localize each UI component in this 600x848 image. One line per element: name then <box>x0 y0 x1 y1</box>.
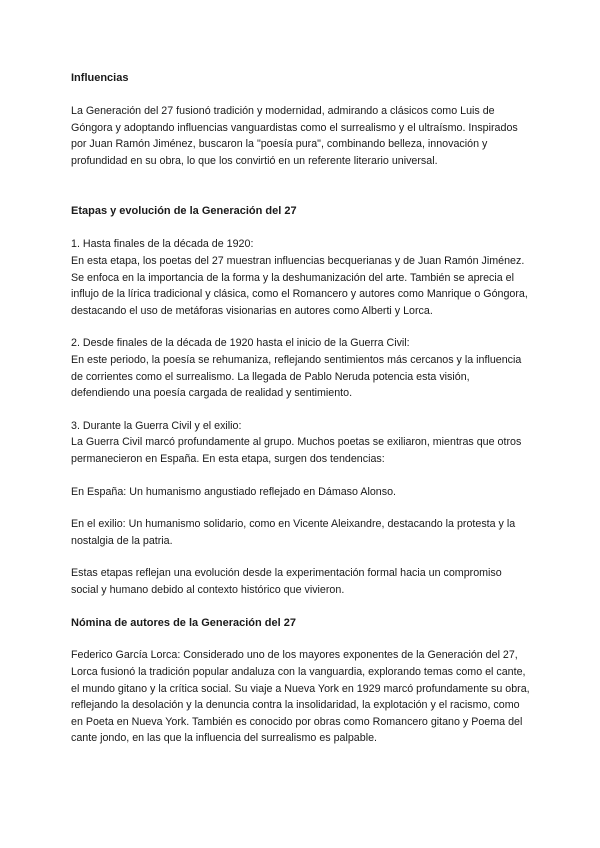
lorca-paragraph: Federico García Lorca: Considerado uno de los mayores exponentes de la Generación del 27, Lorca fusionó la tradición popular andaluza con la vanguardia, explorando temas como el cante, el mundo gitano y la crítica social. Su viaje a Nueva York en 1929 marcó profundamente su obra, reflejando la desolación y la denuncia contra la insolidaridad, la explotación y el racismo, como en Poeta en Nueva York. También es conocido por obras como Romancero gitano y Poema del cante jondo, en las que la influencia del surrealismo es palpable. <box>71 649 530 745</box>
nomina-heading: Nómina de autores de la Generación del 27 <box>71 617 296 630</box>
stage1-text: En esta etapa, los poetas del 27 muestran influencias becquerianas y de Juan Ramón Jiménez. Se enfoca en la importancia de la forma y la deshumanización del arte. También se aprecia el influjo de la lírica tradicional y clásica, como el Romancero y autores como Manrique o Góngora, destacando el uso de metáforas visionarias en autores como Alberti y Lorca. <box>71 254 528 317</box>
stage3-title: 3. Durante la Guerra Civil y el exilio: <box>71 419 242 432</box>
stage1-paragraph <box>71 236 531 319</box>
stage2-text: En este periodo, la poesía se rehumaniza, reflejando sentimientos más cercanos y la influencia de corrientes como el surrealismo. La llegada de Pablo Neruda potencia esta visión, defendiendo una poesía cargada de realidad y sentimiento. <box>71 353 522 400</box>
spain-paragraph: En España: Un humanismo angustiado reflejado en Dámaso Alonso. <box>71 485 396 498</box>
document-page <box>71 70 531 747</box>
summary-paragraph: Estas etapas reflejan una evolución desde la experimentación formal hacia un compromiso social y humano debido al contexto histórico que vivieron. <box>71 567 502 596</box>
influencias-heading: Influencias <box>71 72 129 84</box>
stage3-paragraph <box>71 418 531 468</box>
stage3-text: La Guerra Civil marcó profundamente al grupo. Muchos poetas se exiliaron, mientras que otros permanecieron en España. En esta etapa, surgen dos tendencias: <box>71 436 522 465</box>
exile-paragraph: En el exilio: Un humanismo solidario, como en Vicente Aleixandre, destacando la protesta y la nostalgia de la patria. <box>71 518 516 547</box>
stage1-title: 1. Hasta finales de la década de 1920: <box>71 238 254 251</box>
stage2-paragraph <box>71 335 531 401</box>
stage2-title: 2. Desde finales de la década de 1920 hasta el inicio de la Guerra Civil: <box>71 337 410 350</box>
etapas-heading: Etapas y evolución de la Generación del 27 <box>71 205 297 218</box>
influencias-paragraph: La Generación del 27 fusionó tradición y modernidad, admirando a clásicos como Luis de Góngora y adoptando influencias vanguardistas como el surrealismo y el ultraísmo. Inspirados por Juan Ramón Jiménez, buscaron la "poesía pura", combinando belleza, innovación y profundidad en su obra, lo que los convirtió en un referente literario universal. <box>71 105 518 167</box>
